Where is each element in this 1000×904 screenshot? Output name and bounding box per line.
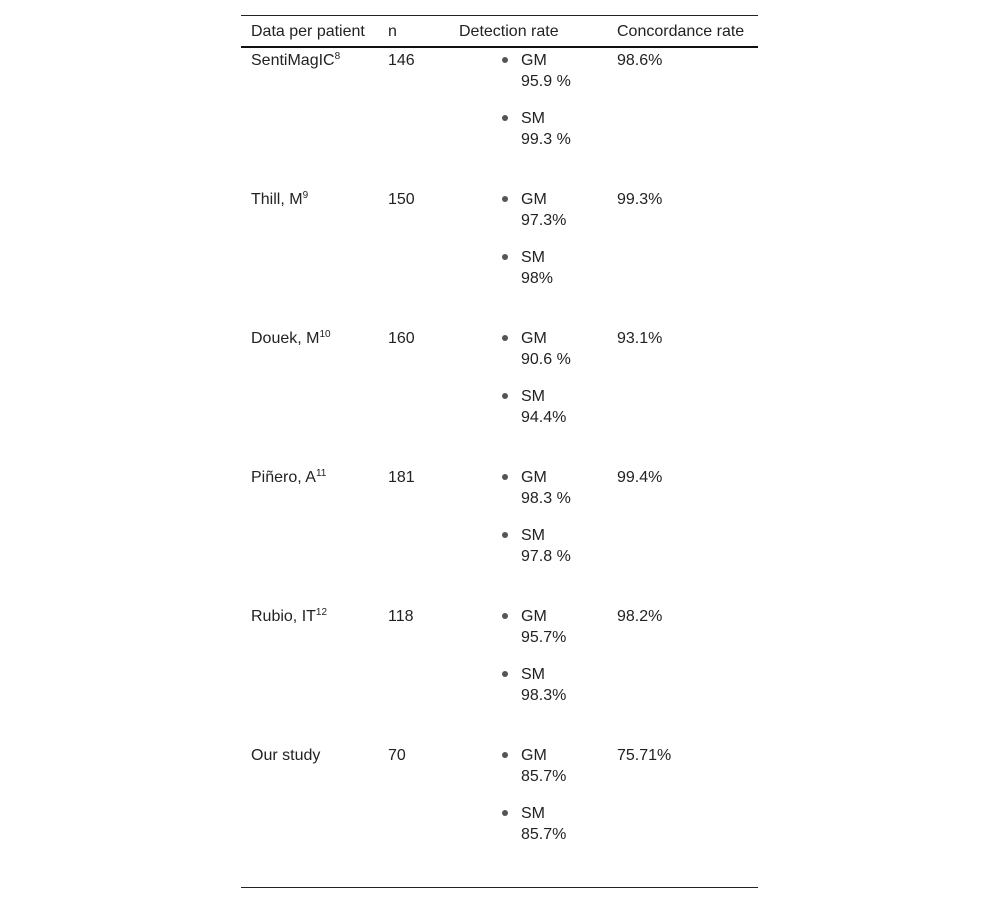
- n-cell: 118: [388, 608, 414, 625]
- reference-number: 10: [319, 329, 331, 340]
- bullet-icon: [502, 671, 508, 677]
- n-cell: 150: [388, 191, 415, 208]
- n-cell: 160: [388, 330, 415, 347]
- method-value: 99.3 %: [521, 131, 571, 148]
- n-cell: 146: [388, 52, 415, 69]
- table-row: [241, 189, 758, 328]
- list-item: [502, 108, 571, 150]
- method-value: 98.3 %: [521, 490, 571, 507]
- study-name: Our study: [251, 747, 321, 764]
- study-name: Piñero, A: [251, 469, 316, 486]
- bullet-icon: [502, 254, 508, 260]
- study-name: Douek, M: [251, 330, 320, 347]
- header-concordance-rate: Concordance rate: [617, 23, 745, 40]
- method-value: 85.7%: [521, 768, 567, 785]
- method-value: 95.9 %: [521, 73, 571, 90]
- table-bottom-rule: [241, 887, 758, 888]
- bullet-icon: [502, 115, 508, 121]
- detection-rate-list: [502, 745, 566, 845]
- bullet-icon: [502, 810, 508, 816]
- list-item: [502, 606, 566, 648]
- method-value: 97.8 %: [521, 548, 571, 565]
- method-label: GM: [521, 191, 547, 208]
- method-label: SM: [521, 666, 545, 683]
- table-row: [241, 606, 758, 745]
- method-value: 98.3%: [521, 687, 567, 704]
- detection-rate-list: [502, 328, 571, 428]
- study-cell: [251, 189, 308, 210]
- table-row: [241, 50, 758, 189]
- list-item: [502, 50, 571, 92]
- study-name: Rubio, IT: [251, 608, 316, 625]
- method-label: SM: [521, 388, 545, 405]
- concordance-cell: 93.1%: [617, 330, 663, 347]
- method-label: SM: [521, 527, 545, 544]
- table-top-rule: [241, 15, 758, 16]
- bullet-icon: [502, 196, 508, 202]
- list-item: [502, 745, 566, 787]
- detection-rate-list: [502, 606, 566, 706]
- method-label: SM: [521, 249, 545, 266]
- study-cell: [251, 328, 331, 349]
- header-n: n: [388, 23, 397, 40]
- study-name: SentiMagIC: [251, 52, 335, 69]
- reference-number: 12: [315, 607, 328, 618]
- bullet-icon: [502, 752, 508, 758]
- list-item: [502, 189, 566, 231]
- method-label: SM: [521, 805, 545, 822]
- list-item: [502, 525, 571, 567]
- study-cell: [251, 606, 327, 627]
- detection-rate-list: [502, 50, 571, 150]
- method-label: GM: [521, 469, 547, 486]
- concordance-cell: 99.3%: [617, 191, 663, 208]
- method-label: GM: [521, 608, 547, 625]
- detection-rate-list: [502, 467, 571, 567]
- table-header-rule: [241, 46, 758, 48]
- bullet-icon: [502, 613, 508, 619]
- study-cell: [251, 745, 320, 766]
- reference-number: 9: [302, 190, 309, 201]
- study-cell: [251, 467, 326, 488]
- concordance-cell: 98.6%: [617, 52, 663, 69]
- table-row: [241, 467, 758, 606]
- study-name: Thill, M: [251, 191, 303, 208]
- method-value: 97.3%: [521, 212, 567, 229]
- list-item: [502, 803, 566, 845]
- bullet-icon: [502, 57, 508, 63]
- n-cell: 70: [388, 747, 406, 764]
- study-cell: [251, 50, 340, 71]
- method-label: GM: [521, 330, 547, 347]
- concordance-cell: 98.2%: [617, 608, 663, 625]
- n-cell: 181: [388, 469, 415, 486]
- bullet-icon: [502, 474, 508, 480]
- method-label: GM: [521, 52, 547, 69]
- method-value: 95.7%: [521, 629, 567, 646]
- method-value: 98%: [521, 270, 554, 287]
- table-row: [241, 328, 758, 467]
- header-study: Data per patient: [251, 23, 365, 40]
- concordance-cell: 75.71%: [617, 747, 672, 764]
- bullet-icon: [502, 393, 508, 399]
- reference-number: 8: [334, 51, 341, 62]
- method-value: 90.6 %: [521, 351, 571, 368]
- concordance-cell: 99.4%: [617, 469, 663, 486]
- list-item: [502, 467, 571, 509]
- bullet-icon: [502, 335, 508, 341]
- reference-number: 11: [315, 468, 327, 479]
- method-label: SM: [521, 110, 545, 127]
- list-item: [502, 664, 566, 706]
- detection-rate-list: [502, 189, 566, 289]
- method-value: 85.7%: [521, 826, 567, 843]
- list-item: [502, 247, 566, 289]
- list-item: [502, 386, 571, 428]
- bullet-icon: [502, 532, 508, 538]
- list-item: [502, 328, 571, 370]
- table-row: [241, 745, 758, 884]
- method-value: 94.4%: [521, 409, 567, 426]
- header-detection-rate: Detection rate: [459, 23, 559, 40]
- method-label: GM: [521, 747, 547, 764]
